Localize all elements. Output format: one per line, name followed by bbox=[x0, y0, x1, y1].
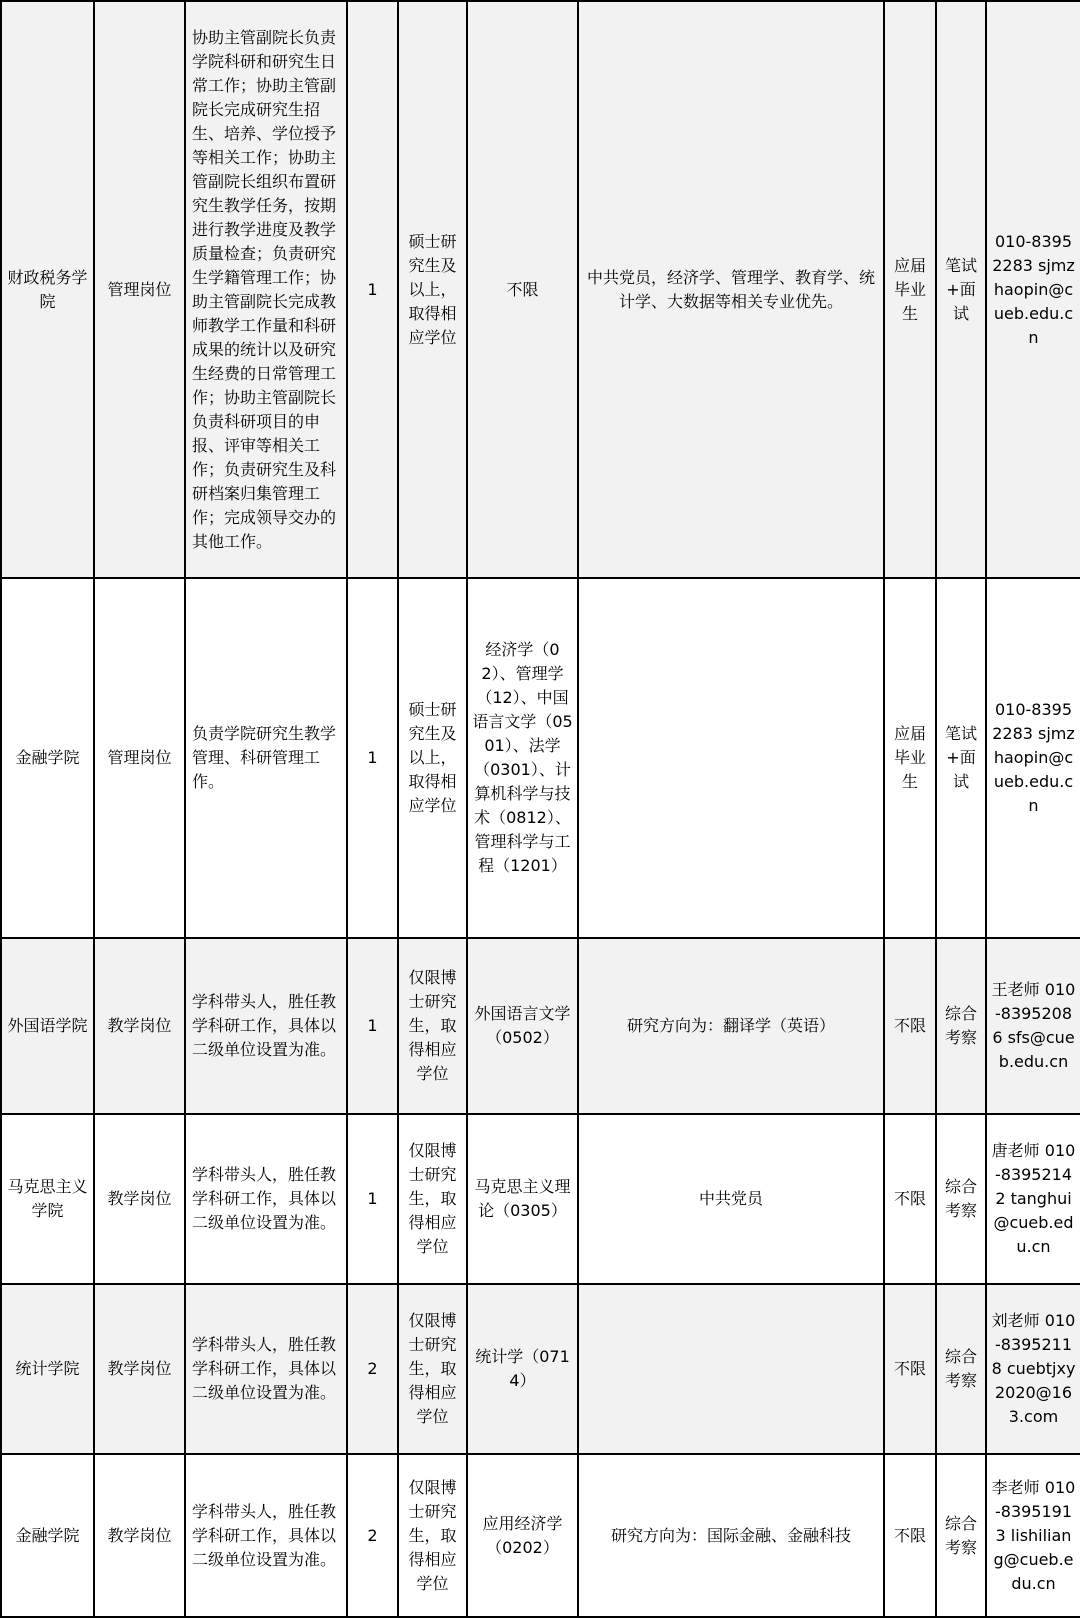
department-cell: 财政税务学院 bbox=[1, 1, 94, 578]
headcount-cell: 1 bbox=[347, 938, 398, 1114]
education-cell: 仅限博士研究生，取得相应学位 bbox=[398, 1454, 467, 1617]
position-type-cell: 教学岗位 bbox=[94, 938, 185, 1114]
table-row bbox=[1, 938, 1080, 1114]
major-cell: 统计学（0714） bbox=[467, 1284, 578, 1454]
candidate-type-cell: 不限 bbox=[884, 1284, 936, 1454]
position-type-cell: 教学岗位 bbox=[94, 1114, 185, 1284]
contact-cell: 010-83952283 sjmzhaopin@cueb.edu.cn bbox=[986, 1, 1080, 578]
department-cell: 统计学院 bbox=[1, 1284, 94, 1454]
department-cell: 外国语学院 bbox=[1, 938, 94, 1114]
contact-cell: 李老师 010-83951913 lishiliang@cueb.edu.cn bbox=[986, 1454, 1080, 1617]
headcount-cell: 1 bbox=[347, 1114, 398, 1284]
exam-method-cell: 综合考察 bbox=[936, 1284, 986, 1454]
candidate-type-cell: 不限 bbox=[884, 938, 936, 1114]
candidate-type-cell: 应届毕业生 bbox=[884, 578, 936, 938]
table-row bbox=[1, 1454, 1080, 1617]
contact-cell: 王老师 010-83952086 sfs@cueb.edu.cn bbox=[986, 938, 1080, 1114]
headcount-cell: 2 bbox=[347, 1454, 398, 1617]
table-row bbox=[1, 578, 1080, 938]
exam-method-cell: 综合考察 bbox=[936, 1114, 986, 1284]
headcount-cell: 1 bbox=[347, 578, 398, 938]
candidate-type-cell: 不限 bbox=[884, 1114, 936, 1284]
education-cell: 仅限博士研究生，取得相应学位 bbox=[398, 1284, 467, 1454]
education-cell: 硕士研究生及以上，取得相应学位 bbox=[398, 1, 467, 578]
duties-cell: 学科带头人，胜任教学科研工作，具体以二级单位设置为准。 bbox=[185, 1454, 347, 1617]
duties-cell: 学科带头人，胜任教学科研工作，具体以二级单位设置为准。 bbox=[185, 1284, 347, 1454]
department-cell: 马克思主义学院 bbox=[1, 1114, 94, 1284]
contact-cell: 010-83952283 sjmzhaopin@cueb.edu.cn bbox=[986, 578, 1080, 938]
exam-method-cell: 笔试+面试 bbox=[936, 578, 986, 938]
major-cell: 外国语言文学（0502） bbox=[467, 938, 578, 1114]
duties-cell: 负责学院研究生教学管理、科研管理工作。 bbox=[185, 578, 347, 938]
duties-cell: 学科带头人，胜任教学科研工作，具体以二级单位设置为准。 bbox=[185, 1114, 347, 1284]
major-cell: 马克思主义理论（0305） bbox=[467, 1114, 578, 1284]
education-cell: 硕士研究生及以上，取得相应学位 bbox=[398, 578, 467, 938]
position-type-cell: 教学岗位 bbox=[94, 1454, 185, 1617]
major-cell: 经济学（02）、管理学（12）、中国语言文学（0501）、法学（0301）、计算机科学与技术（0812）、管理科学与工程（1201） bbox=[467, 578, 578, 938]
requirements-cell bbox=[578, 1284, 884, 1454]
department-cell: 金融学院 bbox=[1, 1454, 94, 1617]
education-cell: 仅限博士研究生，取得相应学位 bbox=[398, 938, 467, 1114]
contact-cell: 刘老师 010-83952118 cuebtjxy2020@163.com bbox=[986, 1284, 1080, 1454]
requirements-cell: 研究方向为：翻译学（英语） bbox=[578, 938, 884, 1114]
duties-cell: 学科带头人，胜任教学科研工作，具体以二级单位设置为准。 bbox=[185, 938, 347, 1114]
requirements-cell: 中共党员，经济学、管理学、教育学、统计学、大数据等相关专业优先。 bbox=[578, 1, 884, 578]
exam-method-cell: 笔试+面试 bbox=[936, 1, 986, 578]
position-type-cell: 管理岗位 bbox=[94, 578, 185, 938]
headcount-cell: 1 bbox=[347, 1, 398, 578]
table-row bbox=[1, 1, 1080, 578]
education-cell: 仅限博士研究生，取得相应学位 bbox=[398, 1114, 467, 1284]
department-cell: 金融学院 bbox=[1, 578, 94, 938]
exam-method-cell: 综合考察 bbox=[936, 938, 986, 1114]
contact-cell: 唐老师 010-83952142 tanghui@cueb.edu.cn bbox=[986, 1114, 1080, 1284]
exam-method-cell: 综合考察 bbox=[936, 1454, 986, 1617]
table-row bbox=[1, 1114, 1080, 1284]
requirements-cell bbox=[578, 578, 884, 938]
requirements-cell: 研究方向为：国际金融、金融科技 bbox=[578, 1454, 884, 1617]
duties-cell: 协助主管副院长负责学院科研和研究生日常工作；协助主管副院长完成研究生招生、培养、学位授予等相关工作；协助主管副院长组织布置研究生教学任务，按期进行教学进度及教学质量检查；负责研究生学籍管理工作；协助主管副院长完成教师教学工作量和科研成果的统计以及研究生经费的日常管理工作；协助主管副院长负责科研项目的申报、评审等相关工作；负责研究生及科研档案归集管理工作；完成领导交办的其他工作。 bbox=[185, 1, 347, 578]
candidate-type-cell: 不限 bbox=[884, 1454, 936, 1617]
position-type-cell: 教学岗位 bbox=[94, 1284, 185, 1454]
position-type-cell: 管理岗位 bbox=[94, 1, 185, 578]
headcount-cell: 2 bbox=[347, 1284, 398, 1454]
major-cell: 不限 bbox=[467, 1, 578, 578]
candidate-type-cell: 应届毕业生 bbox=[884, 1, 936, 578]
major-cell: 应用经济学（0202） bbox=[467, 1454, 578, 1617]
requirements-cell: 中共党员 bbox=[578, 1114, 884, 1284]
table-row bbox=[1, 1284, 1080, 1454]
